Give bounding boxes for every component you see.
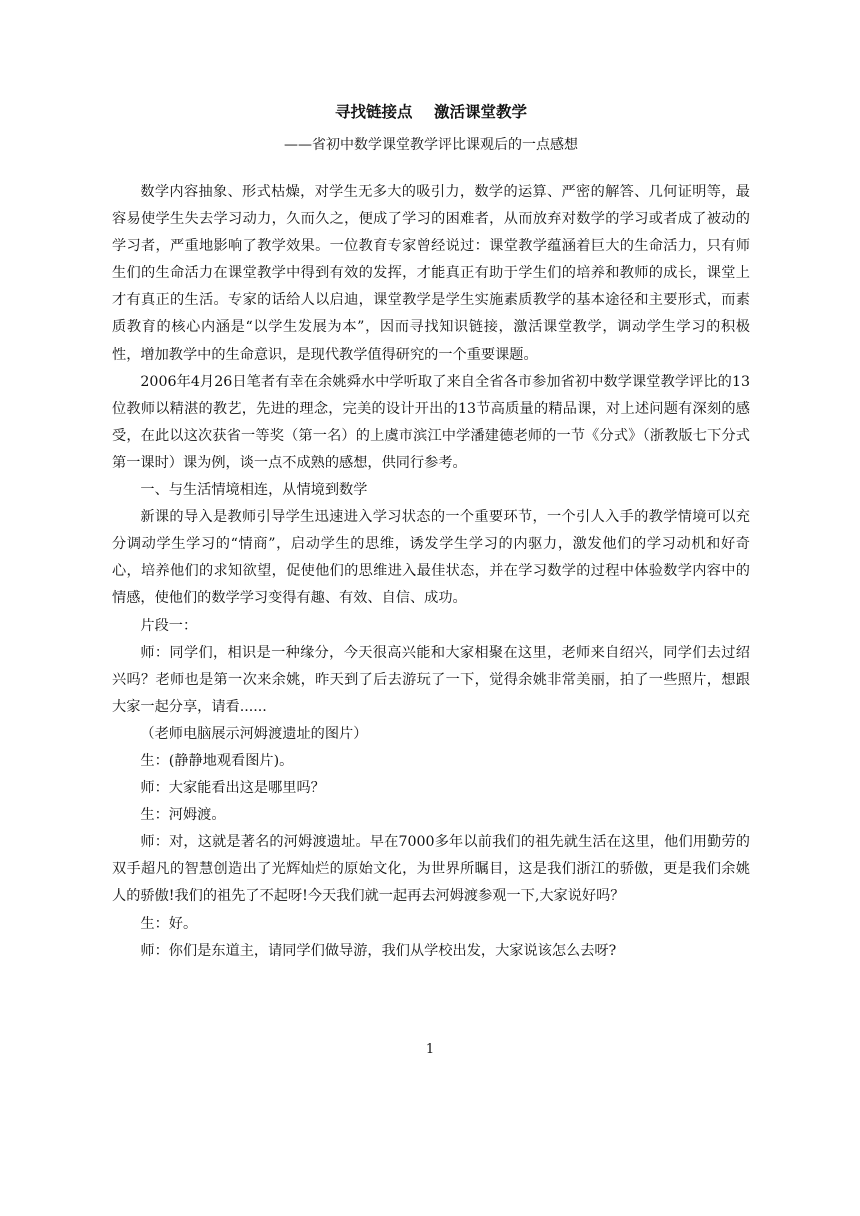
dialogue-line: 师：同学们，相识是一种缘分，今天很高兴能和大家相聚在这里，老师来自绍兴，同学们去过绍兴吗？老师也是第一次来余姚，昨天到了后去游玩了一下，觉得余姚非常美丽，拍了一些照片，想跟大家一起分享，请看......	[112, 644, 750, 715]
dialogue-line: 生：河姆渡。	[140, 807, 226, 824]
document-title: 寻找链接点 激活课堂教学	[334, 103, 528, 121]
paragraph: 数学内容抽象、形式枯燥，对学生无多大的吸引力，数学的运算、严密的解答、几何证明等，最容易使学生失去学习动力，久而久之，便成了学习的困难者，从而放弃对数学的学习或者成了被动的学习者，严重地影响了教学效果。一位教育专家曾经说过：课堂教学蕴涵着巨大的生命活力，只有师生们的生命活力在课堂教学中得到有效的发挥，才能真正有助于学生们的培养和教师的成长，课堂上才有真正的生活。专家的话给人以启迪，课堂教学是学生实施素质教学的基本途径和主要形式，而素质教育的核心内涵是“以学生发展为本”，因而寻找知识链接，激活课堂教学，调动学生学习的积极性，增加教学中的生命意识，是现代教学值得研究的一个重要课题。	[112, 184, 750, 363]
dialogue-line: 生：(静静地观看图片)。	[140, 752, 294, 769]
paragraph: 新课的导入是教师引导学生迅速进入学习状态的一个重要环节，一个引人入手的教学情境可以充分调动学生学习的“情商”，启动学生的思维，诱发学生学习的内驱力，激发他们的学习动机和好奇心，培养他们的求知欲望，促使他们的思维进入最佳状态，并在学习数学的过程中体验数学内容中的情感，使他们的数学学习变得有趣、有效、自信、成功。	[112, 509, 750, 607]
document-body	[112, 179, 750, 965]
page-number: 1	[425, 1042, 435, 1057]
section-heading: 一、与生活情境相连，从情境到数学	[140, 482, 368, 499]
dialogue-line: 师：对，这就是著名的河姆渡遗址。早在7000多年以前我们的祖先就生活在这里，他们用勤劳的双手超凡的智慧创造出了光辉灿烂的原始文化，为世界所瞩目，这是我们浙江的骄傲，更是我们余姚人的骄傲!我们的祖先了不起呀!今天我们就一起再去河姆渡参观一下,大家说好吗？	[112, 834, 750, 905]
document-subtitle: ——省初中数学课堂教学评比课观后的一点感想	[284, 137, 578, 153]
dialogue-line: 师：你们是东道主，请同学们做导游，我们从学校出发，大家说该怎么去呀?	[140, 942, 617, 959]
paragraph: 2006年4月26日笔者有幸在余姚舜水中学听取了来自全省各市参加省初中数学课堂教学评比的13位教师以精湛的教艺，先进的理念，完美的设计开出的13节高质量的精品课，对上述问题有深刻的感受，在此以这次获省一等奖（第一名）的上虞市滨江中学潘建德老师的一节《分式》（浙教版七下分式第一课时）课为例，谈一点不成熟的感想，供同行参考。	[112, 373, 750, 471]
fragment-label: 片段一：	[140, 617, 198, 634]
dialogue-note: （老师电脑展示河姆渡遗址的图片）	[140, 725, 368, 742]
dialogue-line: 生：好。	[140, 915, 198, 932]
dialogue-line: 师：大家能看出这是哪里吗？	[140, 780, 325, 797]
